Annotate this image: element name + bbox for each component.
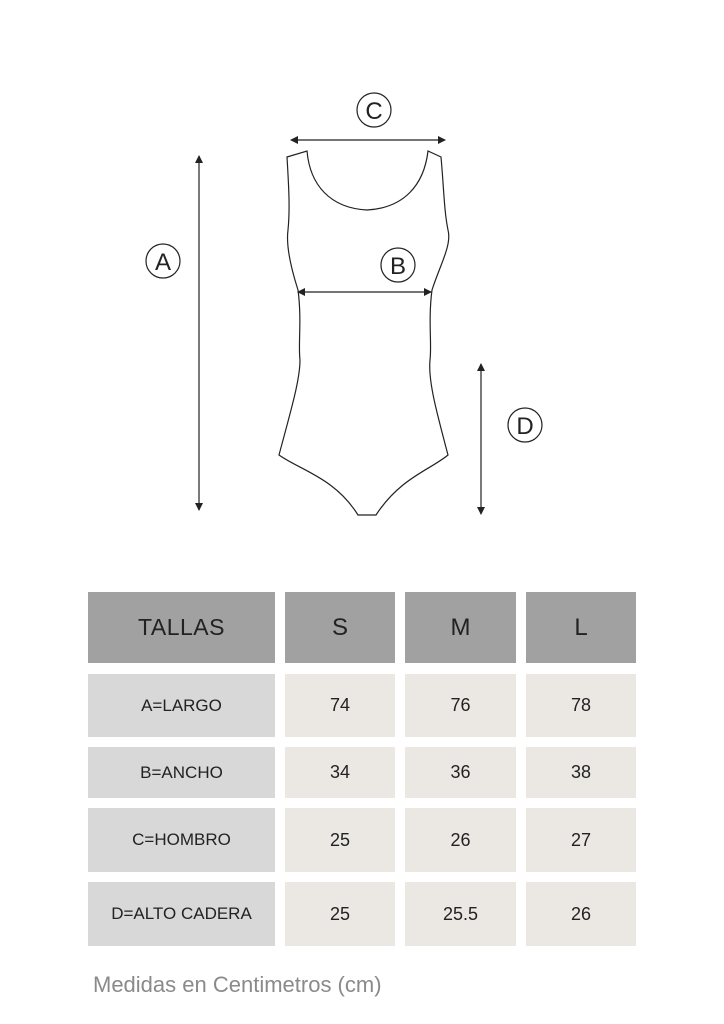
header-size-m: M [405,592,516,663]
units-footnote: Medidas en Centimetros (cm) [93,972,382,997]
row-label-alto-cadera: D=ALTO CADERA [88,882,275,946]
table-cell: 26 [526,882,636,946]
header-size-l: L [526,592,636,663]
row-label-ancho: B=ANCHO [88,747,275,798]
table-cell: 36 [405,747,516,798]
table-cell: 25.5 [405,882,516,946]
label-c: C [365,98,383,125]
table-cell: 34 [285,747,395,798]
label-d: D [516,413,534,440]
header-size-s: S [285,592,395,663]
table-cell: 25 [285,808,395,872]
size-table [88,592,636,946]
table-cell: 76 [405,674,516,737]
table-cell: 74 [285,674,395,737]
table-cell: 26 [405,808,516,872]
table-cell: 78 [526,674,636,737]
label-a: A [154,249,172,276]
bodysuit-outline [279,151,449,515]
table-cell: 25 [285,882,395,946]
label-b: B [389,253,407,280]
table-cell: 38 [526,747,636,798]
header-tallas: TALLAS [88,592,275,663]
table-cell: 27 [526,808,636,872]
row-label-hombro: C=HOMBRO [88,808,275,872]
row-label-largo: A=LARGO [88,674,275,737]
